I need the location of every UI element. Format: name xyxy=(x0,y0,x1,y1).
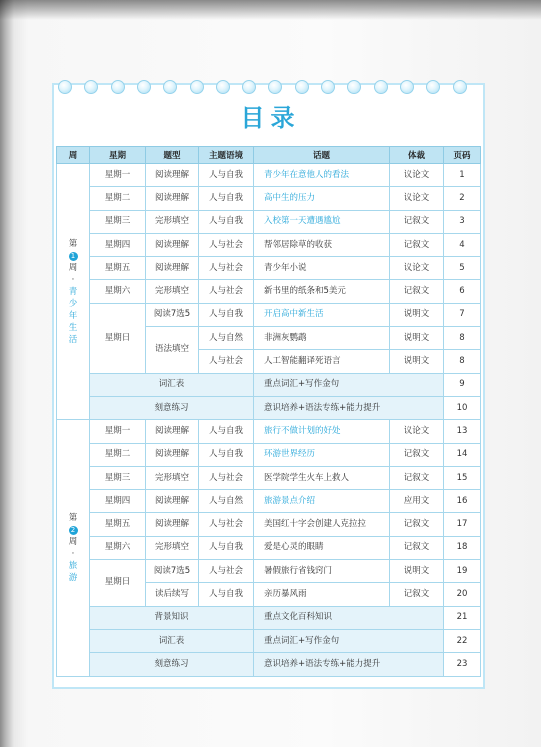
table-row xyxy=(57,420,481,443)
context-cell: 人与自我 xyxy=(199,443,254,466)
context-cell: 人与自我 xyxy=(199,164,254,187)
page-cell: 3 xyxy=(444,210,481,233)
week-theme: 青少年生活 xyxy=(68,286,78,345)
genre-cell: 记叙文 xyxy=(390,583,444,606)
week-number-badge: 2 xyxy=(69,526,78,535)
table-row xyxy=(57,443,481,466)
page-cell: 15 xyxy=(444,466,481,489)
topic-link[interactable]: 旅行不做计划的好处 xyxy=(254,420,390,443)
page-cell: 17 xyxy=(444,513,481,536)
table-row xyxy=(57,560,481,583)
extra-label: 刻意练习 xyxy=(90,396,254,419)
table-row xyxy=(57,280,481,303)
header-genre: 体裁 xyxy=(390,147,444,164)
header-page: 页码 xyxy=(444,147,481,164)
table-row xyxy=(57,233,481,256)
topic-link[interactable]: 非洲灰鹦鹉 xyxy=(254,327,390,350)
week-number-badge: 1 xyxy=(69,252,78,261)
page-cell: 20 xyxy=(444,583,481,606)
day-cell: 星期二 xyxy=(90,187,146,210)
binding-ring xyxy=(137,80,151,94)
table-row xyxy=(57,303,481,326)
binding-ring xyxy=(400,80,414,94)
context-cell: 人与自我 xyxy=(199,536,254,559)
genre-cell: 说明文 xyxy=(390,560,444,583)
genre-cell: 记叙文 xyxy=(390,466,444,489)
extra-topic-link[interactable]: 意识培养+语法专练+能力提升 xyxy=(254,653,444,676)
spiral-binding xyxy=(58,80,478,94)
context-cell: 人与自我 xyxy=(199,420,254,443)
genre-cell: 说明文 xyxy=(390,327,444,350)
type-cell: 阅读理解 xyxy=(146,513,199,536)
week-2-label: 第 2 周 · 旅游 xyxy=(57,420,90,676)
page-cell: 14 xyxy=(444,443,481,466)
table-row xyxy=(57,187,481,210)
day-cell: 星期三 xyxy=(90,466,146,489)
binding-ring xyxy=(321,80,335,94)
genre-cell: 说明文 xyxy=(390,303,444,326)
page-cell: 19 xyxy=(444,560,481,583)
context-cell: 人与社会 xyxy=(199,466,254,489)
extra-topic-link[interactable]: 重点文化百科知识 xyxy=(254,606,444,629)
binding-ring xyxy=(84,80,98,94)
genre-cell: 记叙文 xyxy=(390,536,444,559)
table-row xyxy=(57,513,481,536)
header-context: 主题语境 xyxy=(199,147,254,164)
table-row xyxy=(57,466,481,489)
extra-topic-link[interactable]: 意识培养+语法专练+能力提升 xyxy=(254,396,444,419)
genre-cell: 说明文 xyxy=(390,350,444,373)
topic-link[interactable]: 青少年小说 xyxy=(254,257,390,280)
type-cell: 语法填空 xyxy=(146,327,199,374)
genre-cell: 记叙文 xyxy=(390,513,444,536)
genre-cell: 议论文 xyxy=(390,164,444,187)
page-title: 目录 xyxy=(240,104,301,132)
binding-ring xyxy=(295,80,309,94)
day-cell: 星期六 xyxy=(90,536,146,559)
type-cell: 完形填空 xyxy=(146,466,199,489)
topic-link[interactable]: 环游世界经历 xyxy=(254,443,390,466)
page-cell: 8 xyxy=(444,327,481,350)
page-cell: 4 xyxy=(444,233,481,256)
binding-ring xyxy=(58,80,72,94)
type-cell: 阅读理解 xyxy=(146,443,199,466)
extra-label: 词汇表 xyxy=(90,629,254,652)
topic-link[interactable]: 爱是心灵的眼睛 xyxy=(254,536,390,559)
topic-link[interactable]: 旅游景点介绍 xyxy=(254,490,390,513)
genre-cell: 议论文 xyxy=(390,257,444,280)
day-cell: 星期日 xyxy=(90,560,146,607)
context-cell: 人与社会 xyxy=(199,257,254,280)
page-cell: 10 xyxy=(444,396,481,419)
day-cell: 星期六 xyxy=(90,280,146,303)
table-header-row xyxy=(57,147,481,164)
type-cell: 完形填空 xyxy=(146,280,199,303)
page-cell: 21 xyxy=(444,606,481,629)
day-cell: 星期一 xyxy=(90,420,146,443)
page-cell: 1 xyxy=(444,164,481,187)
table-row xyxy=(57,373,481,396)
page-cell: 23 xyxy=(444,653,481,676)
extra-topic-link[interactable]: 重点词汇+写作金句 xyxy=(254,373,444,396)
page-cell: 5 xyxy=(444,257,481,280)
topic-link[interactable]: 开启高中新生活 xyxy=(254,303,390,326)
topic-link[interactable]: 美国红十字会创建人克拉拉 xyxy=(254,513,390,536)
page-cell: 6 xyxy=(444,280,481,303)
context-cell: 人与自然 xyxy=(199,327,254,350)
extra-label: 背景知识 xyxy=(90,606,254,629)
binding-ring xyxy=(111,80,125,94)
topic-link[interactable]: 帮邻居除草的收获 xyxy=(254,233,390,256)
day-cell: 星期二 xyxy=(90,443,146,466)
extra-label: 刻意练习 xyxy=(90,653,254,676)
table-row xyxy=(57,606,481,629)
page-cell: 8 xyxy=(444,350,481,373)
context-cell: 人与自我 xyxy=(199,187,254,210)
page-cell: 22 xyxy=(444,629,481,652)
genre-cell: 议论文 xyxy=(390,420,444,443)
context-cell: 人与自我 xyxy=(199,583,254,606)
day-cell: 星期三 xyxy=(90,210,146,233)
context-cell: 人与自然 xyxy=(199,490,254,513)
contents-table xyxy=(56,146,481,677)
topic-link[interactable]: 医学院学生火车上救人 xyxy=(254,466,390,489)
genre-cell: 记叙文 xyxy=(390,210,444,233)
day-cell: 星期五 xyxy=(90,513,146,536)
table-row xyxy=(57,653,481,676)
type-cell: 读后续写 xyxy=(146,583,199,606)
binding-ring xyxy=(242,80,256,94)
genre-cell: 记叙文 xyxy=(390,280,444,303)
type-cell: 阅读7选5 xyxy=(146,303,199,326)
context-cell: 人与自我 xyxy=(199,210,254,233)
week-theme: 旅游 xyxy=(68,560,78,583)
topic-link[interactable]: 入校第一天遭遇尴尬 xyxy=(254,210,390,233)
topic-link[interactable]: 人工智能翻译死语言 xyxy=(254,350,390,373)
topic-link[interactable]: 暑假旅行省钱窍门 xyxy=(254,560,390,583)
type-cell: 阅读理解 xyxy=(146,164,199,187)
context-cell: 人与社会 xyxy=(199,513,254,536)
table-row xyxy=(57,164,481,187)
header-type: 题型 xyxy=(146,147,199,164)
type-cell: 阅读理解 xyxy=(146,257,199,280)
day-cell: 星期一 xyxy=(90,164,146,187)
binding-ring xyxy=(374,80,388,94)
binding-ring xyxy=(426,80,440,94)
day-cell: 星期四 xyxy=(90,233,146,256)
topic-link[interactable]: 亲历暴风雨 xyxy=(254,583,390,606)
binding-ring xyxy=(190,80,204,94)
page-cell: 13 xyxy=(444,420,481,443)
binding-ring xyxy=(268,80,282,94)
topic-link[interactable]: 青少年在意他人的看法 xyxy=(254,164,390,187)
genre-cell: 应用文 xyxy=(390,490,444,513)
day-cell: 星期五 xyxy=(90,257,146,280)
day-cell: 星期日 xyxy=(90,303,146,373)
binding-ring xyxy=(453,80,467,94)
header-week: 周 xyxy=(57,147,90,164)
type-cell: 阅读理解 xyxy=(146,420,199,443)
page-cell: 18 xyxy=(444,536,481,559)
header-day: 星期 xyxy=(90,147,146,164)
type-cell: 阅读理解 xyxy=(146,187,199,210)
extra-label: 词汇表 xyxy=(90,373,254,396)
context-cell: 人与社会 xyxy=(199,280,254,303)
header-topic: 话题 xyxy=(254,147,390,164)
table-row xyxy=(57,396,481,419)
context-cell: 人与社会 xyxy=(199,350,254,373)
page-cell: 16 xyxy=(444,490,481,513)
type-cell: 完形填空 xyxy=(146,210,199,233)
page-cell: 7 xyxy=(444,303,481,326)
table-row xyxy=(57,490,481,513)
table-row xyxy=(57,536,481,559)
genre-cell: 议论文 xyxy=(390,187,444,210)
day-cell: 星期四 xyxy=(90,490,146,513)
type-cell: 完形填空 xyxy=(146,536,199,559)
topic-link[interactable]: 高中生的压力 xyxy=(254,187,390,210)
type-cell: 阅读7选5 xyxy=(146,560,199,583)
context-cell: 人与社会 xyxy=(199,233,254,256)
page-cell: 9 xyxy=(444,373,481,396)
extra-topic-link[interactable]: 重点词汇+写作金句 xyxy=(254,629,444,652)
type-cell: 阅读理解 xyxy=(146,490,199,513)
genre-cell: 记叙文 xyxy=(390,233,444,256)
table-row xyxy=(57,210,481,233)
binding-ring xyxy=(347,80,361,94)
context-cell: 人与社会 xyxy=(199,560,254,583)
binding-ring xyxy=(216,80,230,94)
genre-cell: 记叙文 xyxy=(390,443,444,466)
type-cell: 阅读理解 xyxy=(146,233,199,256)
binding-ring xyxy=(163,80,177,94)
table-row xyxy=(57,629,481,652)
table-row xyxy=(57,257,481,280)
week-1-label: 第 1 周 · 青少年生活 xyxy=(57,164,90,420)
page-cell: 2 xyxy=(444,187,481,210)
topic-link[interactable]: 新书里的纸条和5美元 xyxy=(254,280,390,303)
context-cell: 人与自我 xyxy=(199,303,254,326)
